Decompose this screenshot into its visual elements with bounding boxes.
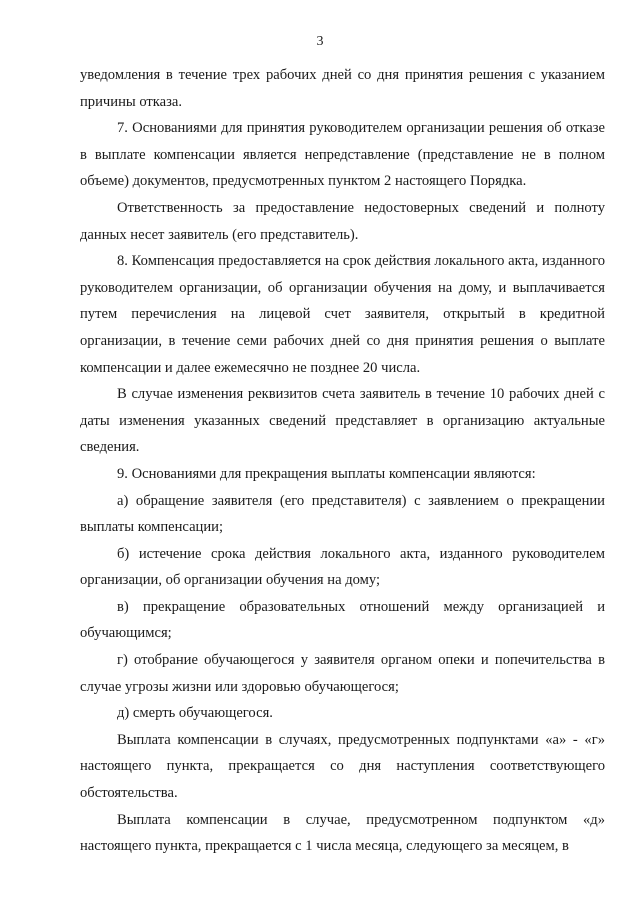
subitem-v: в) прекращение образовательных отношений между организацией и обучающимся; bbox=[80, 598, 605, 642]
subitem-g: г) отобрание обучающегося у заявителя органом опеки и попечительства в случае угрозы жизни или здоровью обучающегося; bbox=[80, 652, 605, 695]
paragraph-account-change: В случае изменения реквизитов счета заявитель в течение 10 рабочих дней с даты изменения указанных сведений представляет в организацию актуальные сведения. bbox=[80, 386, 605, 456]
paragraph-item-7: 7. Основаниями для принятия руководителем организации решения об отказе в выплате компенсации является непредставление (представление не в полном объеме) документов, предусмотренных пунктом 2 настоящего Порядка. bbox=[80, 120, 605, 190]
document-body bbox=[80, 62, 605, 860]
paragraph-termination-a-g: Выплата компенсации в случаях, предусмотренных подпунктами «а» - «г» настоящего пункта, прекращается со дня наступления соответствующего обстоятельства. bbox=[80, 731, 605, 802]
subitem-b: б) истечение срока действия локального акта, изданного руководителем организации, об организации обучения на дому; bbox=[80, 545, 605, 589]
page-number: 3 bbox=[316, 34, 324, 49]
subitem-d: д) смерть обучающегося. bbox=[117, 705, 273, 722]
subitem-a: а) обращение заявителя (его представителя) с заявлением о прекращении выплаты компенсации; bbox=[80, 492, 605, 536]
paragraph-item-8: 8. Компенсация предоставляется на срок действия локального акта, изданного руководителем организации, об организации обучения на дому, и выплачивается путем перечисления на лицевой счет заявителя, открытый в кредитной организации, в течение семи рабочих дней со дня принятия решения о выплате компенсации и далее ежемесячно не позднее 20 числа. bbox=[80, 253, 605, 376]
paragraph-item-9: 9. Основаниями для прекращения выплаты компенсации являются: bbox=[117, 465, 536, 482]
paragraph-continuation: уведомления в течение трех рабочих дней со дня принятия решения с указанием причины отказа. bbox=[80, 67, 605, 110]
paragraph-termination-d: Выплата компенсации в случае, предусмотренном подпунктом «д» настоящего пункта, прекращается с 1 числа месяца, следующего за месяцем, в bbox=[80, 811, 605, 855]
paragraph-responsibility: Ответственность за предоставление недостоверных сведений и полноту данных несет заявитель (его представитель). bbox=[80, 199, 605, 243]
